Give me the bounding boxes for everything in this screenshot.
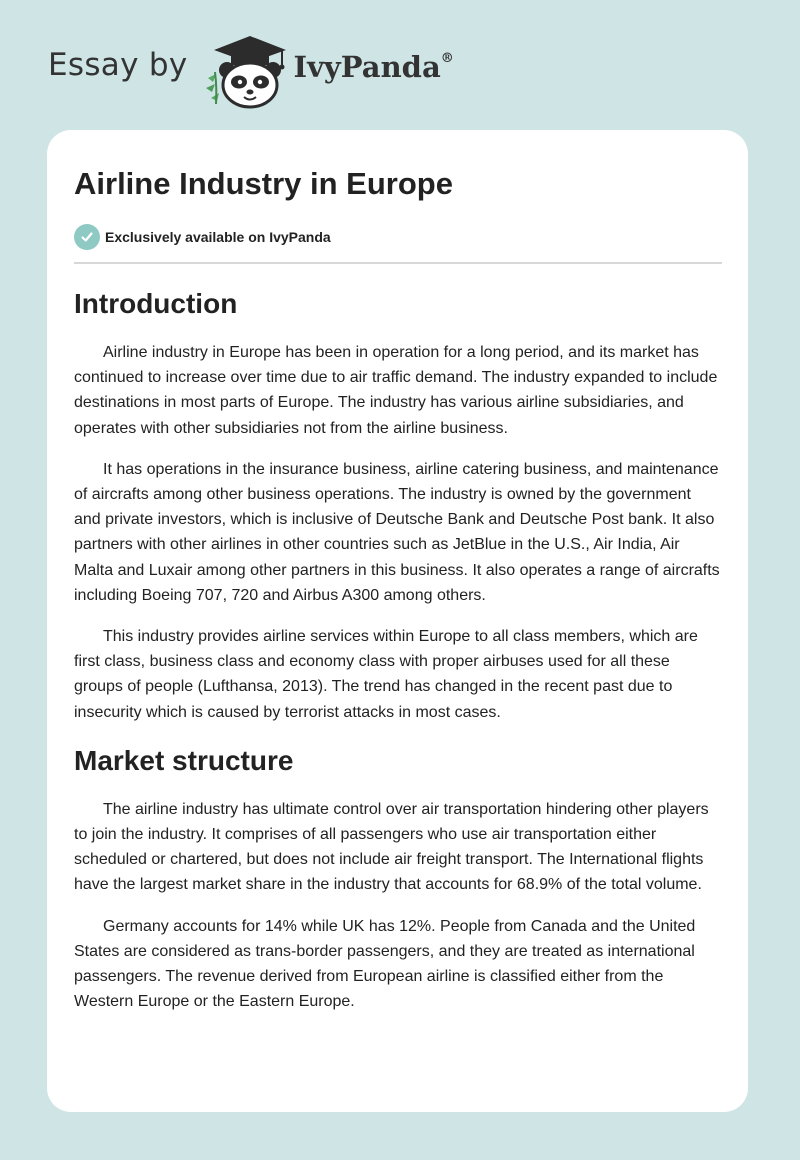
paragraph: It has operations in the insurance business, airline catering business, and maintenance of aircrafts among other business operations. The industry is owned by the government and private investors, which is inclusive of Deutsche Bank and Deutsche Post bank. It also partners with other airlines in other countries such as JetBlue in the U.S., Air India, Air Malta and Luxair among other partners in this business. It also operates a range of aircrafts including Boeing 707, 720 and Airbus A300 among others. (74, 460, 720, 604)
exclusive-badge (74, 223, 722, 251)
panda-logo-icon[interactable] (202, 30, 292, 110)
paragraph: Airline industry in Europe has been in operation for a long period, and its market has continued to increase over time due to air traffic demand. The industry expanded to include destinations in most parts of Europe. The industry has various airline subsidiaries, and operates with other subsidiaries not from the airline business. (74, 344, 718, 437)
exclusive-badge-label: Exclusively available on IvyPanda (105, 229, 331, 245)
paragraph: The airline industry has ultimate control over air transportation hindering other players to join the industry. It comprises of all passengers who use air transportation either scheduled or chartered, but does not include air freight transport. The International flights have the largest market share in the industry that accounts for 68.9% of the total volume. (74, 800, 709, 894)
registered-mark: ® (440, 51, 454, 67)
section-market-structure (74, 743, 722, 1015)
essay-title: Airline Industry in Europe (74, 166, 453, 201)
paragraph: Germany accounts for 14% while UK has 12%. People from Canada and the United States are considered as trans-border passengers, and they are treated as international passengers. The revenue derived from European airline is classified either from the Western Europe or the Eastern Europe. (74, 917, 696, 1011)
check-icon (74, 224, 100, 250)
section-heading: Market structure (74, 744, 294, 776)
paragraph: This industry provides airline services within Europe to all class members, which are first class, business class and economy class with proper airbuses used for all these groups of people (Lufthansa, 2013). The trend has changed in the recent past due to insecurity which is caused by terrorist attacks in most cases. (74, 628, 698, 721)
essay-card (47, 130, 748, 1112)
brand-name: IvyPanda® (293, 50, 454, 84)
title-divider (74, 262, 722, 264)
site-header (48, 30, 454, 110)
essay-by-label: Essay by (48, 47, 188, 83)
section-heading: Introduction (74, 288, 238, 319)
section-introduction (74, 286, 722, 725)
